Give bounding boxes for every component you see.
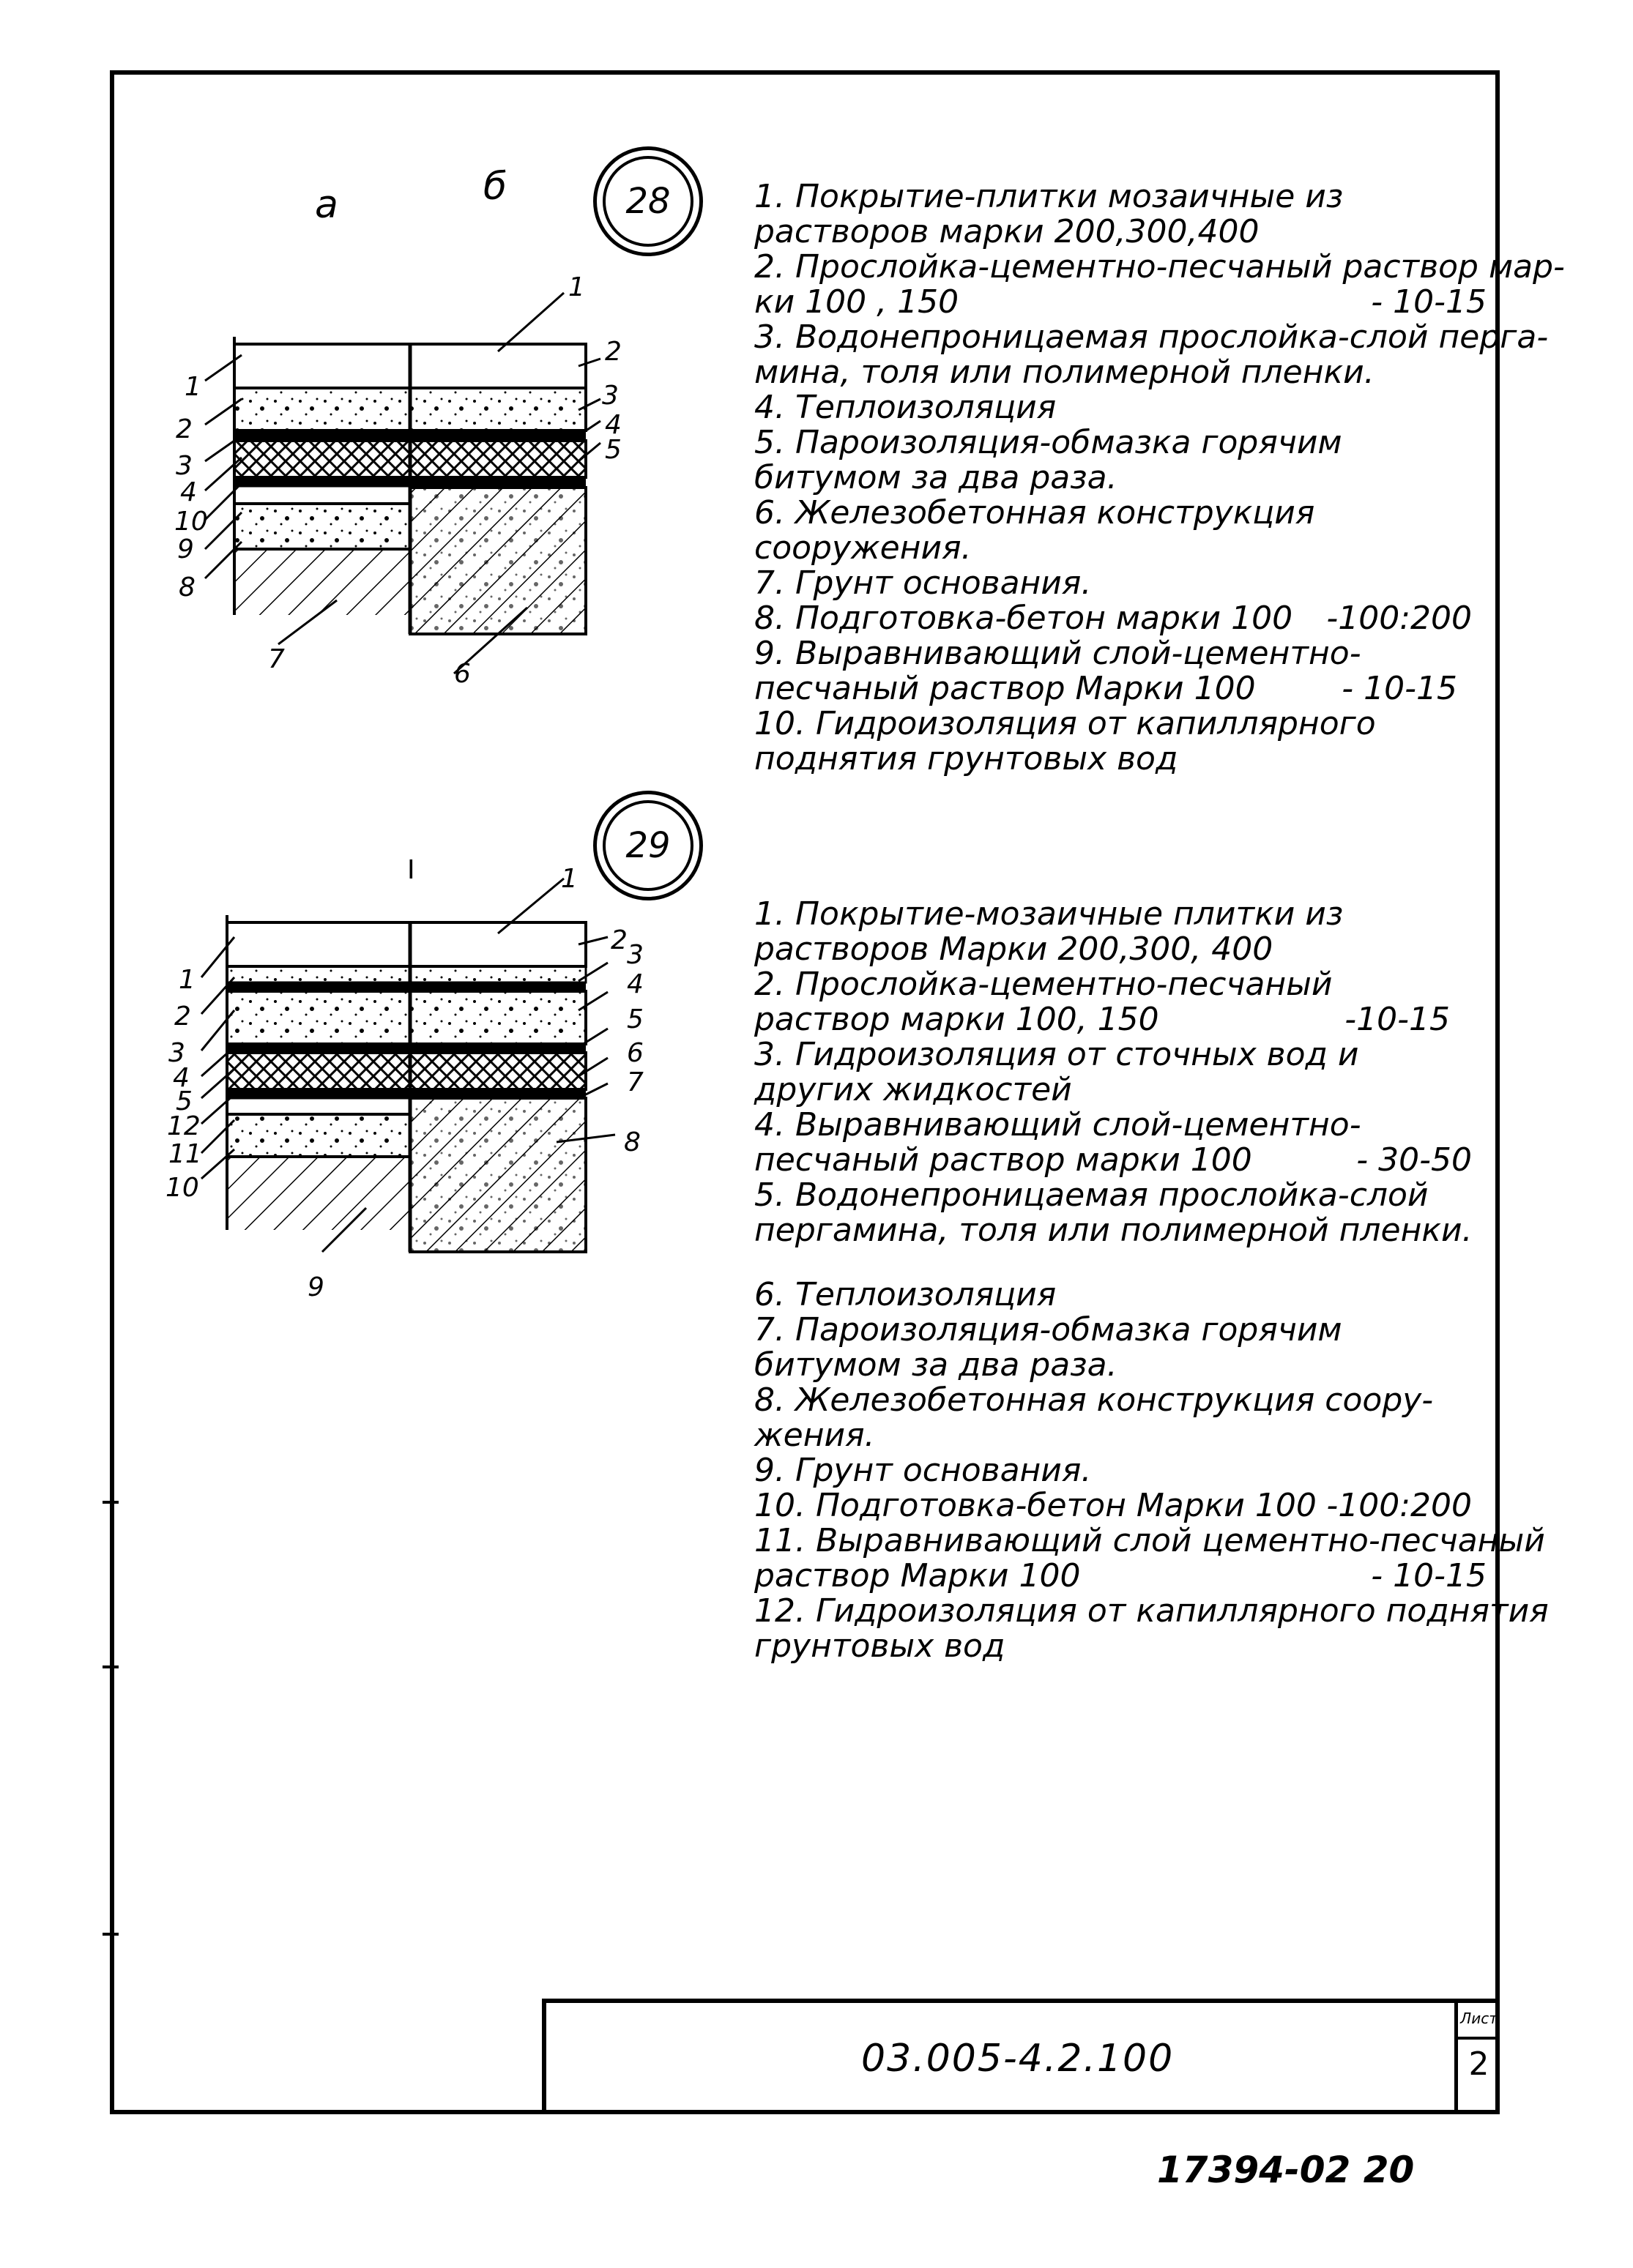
note-line: 10. Подготовка-бетон Марки 100 -100:200 [754, 1487, 1472, 1524]
note-line: 1. Покрытие-плитки мозаичные из [754, 178, 1344, 215]
detail-28-notes [754, 178, 1565, 777]
note-value: -10-15 [1344, 1001, 1450, 1038]
callout-label: 7 [627, 1067, 644, 1097]
note-line: 7. Пароизоляция-обмазка горячим [754, 1311, 1342, 1349]
note-line: 4. Выравнивающий слой-цементно- [754, 1106, 1361, 1144]
note-line: 8. Подготовка-бетон марки 100 -100:200 [754, 600, 1472, 637]
callout-label: 2 [176, 414, 193, 444]
note-value: - 30-50 [1356, 1141, 1472, 1179]
note-line: грунтовых вод [754, 1627, 1005, 1665]
note-line: 3. Гидроизоляция от сточных вод и [754, 1036, 1359, 1073]
note-line: 9. Грунт основания. [754, 1452, 1092, 1489]
note-line: пергамина, толя или полимерной пленки. [754, 1212, 1473, 1249]
callout-label: 9 [308, 1272, 324, 1302]
callout-label: 4 [605, 410, 622, 440]
callout-label: 5 [176, 1086, 193, 1116]
detail-number-circle [593, 146, 703, 256]
callout-label: 3 [176, 451, 193, 481]
note-value: -100:200 [1326, 600, 1472, 637]
column-header-a: а [315, 183, 338, 227]
document-code: 03.005-4.2.100 [861, 2037, 1175, 2081]
note-line: 7. Грунт основания. [754, 564, 1092, 602]
callout-label: 4 [173, 1063, 190, 1093]
detail-29-notes [754, 895, 1549, 1665]
note-line: жения. [754, 1417, 875, 1454]
callout-label: 11 [168, 1139, 202, 1169]
callout-label: 3 [168, 1038, 185, 1068]
callout-label: 8 [624, 1127, 641, 1157]
note-line: 2. Прослойка-цементно-песчаный [754, 966, 1333, 1003]
floor-section-drawing-29 [146, 864, 644, 1303]
callout-label: 7 [268, 644, 285, 674]
callout-label: 1 [568, 272, 585, 302]
detail-number: 28 [625, 181, 671, 222]
callout-label: 2 [174, 1001, 191, 1032]
note-line: поднятия грунтовых вод [754, 740, 1178, 777]
note-line: 6. Железобетонная конструкция [754, 494, 1315, 531]
callout-label: 10 [165, 1173, 199, 1203]
archive-number: 17394-02 20 [1157, 2149, 1415, 2191]
note-line: битумом за два раза. [754, 459, 1117, 496]
callout-label: 1 [185, 372, 201, 402]
column-header-b: б [483, 165, 507, 209]
note-line: ки 100 , 150 - 10-15 [754, 283, 1487, 321]
note-line: раствор Марки 100 - 10-15 [754, 1557, 1487, 1594]
margin-tick [103, 1933, 119, 1936]
note-line: 5. Пароизоляция-обмазка горячим [754, 424, 1342, 461]
section-mark: I [407, 855, 415, 885]
floor-section-drawing-28 [146, 264, 644, 703]
callout-label: 2 [605, 337, 622, 367]
callout-label: 1 [561, 864, 578, 894]
note-line: 8. Железобетонная конструкция соору- [754, 1381, 1434, 1419]
note-line: песчаный раствор марки 100 - 30-50 [754, 1141, 1472, 1179]
note-line: растворов Марки 200,300, 400 [754, 930, 1273, 968]
note-value: - 10-15 [1371, 1557, 1487, 1594]
note-line: растворов марки 200,300,400 [754, 213, 1260, 250]
callout-label: 4 [180, 477, 197, 507]
note-line: 9. Выравнивающий слой-цементно- [754, 635, 1361, 672]
callout-label: 3 [627, 940, 644, 970]
note-value: - 10-15 [1371, 283, 1487, 321]
note-line: 10. Гидроизоляция от капиллярного [754, 705, 1376, 742]
sheet-number: 2 [1468, 2045, 1489, 2083]
callout-label: 4 [627, 969, 644, 999]
detail-number: 29 [625, 825, 671, 866]
sheet-label: Лист [1458, 2000, 1500, 2040]
callout-label: 10 [174, 507, 208, 537]
note-line: 11. Выравнивающий слой цементно-песчаный [754, 1522, 1545, 1559]
note-line: 2. Прослойка-цементно-песчаный раствор мар- [754, 248, 1565, 286]
note-line: сооружения. [754, 529, 972, 567]
note-line: других жидкостей [754, 1071, 1072, 1108]
note-line: 12. Гидроизоляция от капиллярного поднятия [754, 1592, 1549, 1630]
title-block [542, 2000, 1500, 2114]
margin-tick [103, 1501, 119, 1504]
note-line: битумом за два раза. [754, 1346, 1117, 1384]
callout-label: 9 [177, 534, 194, 564]
note-line: мина, толя или полимерной пленки. [754, 354, 1375, 391]
sheet-cell [1454, 2000, 1500, 2114]
callout-label: 3 [602, 381, 619, 411]
note-line: 5. Водонепроницаемая прослойка-слой [754, 1176, 1429, 1214]
callout-label: 8 [179, 572, 196, 603]
callout-label: 12 [167, 1111, 201, 1141]
callout-label: 6 [454, 659, 471, 689]
note-line: раствор марки 100, 150 -10-15 [754, 1001, 1450, 1038]
note-line: 3. Водонепроницаемая прослойка-слой перга- [754, 318, 1549, 356]
note-line: 6. Теплоизоляция [754, 1276, 1057, 1313]
note-line: песчаный раствор Марки 100 - 10-15 [754, 670, 1457, 707]
note-value: -100:200 [1326, 1487, 1472, 1524]
note-line: 1. Покрытие-мозаичные плитки из [754, 895, 1344, 933]
callout-label: 6 [627, 1038, 644, 1068]
margin-tick [103, 1665, 119, 1668]
note-value: - 10-15 [1342, 670, 1457, 707]
callout-label: 1 [179, 965, 196, 995]
note-line: 4. Теплоизоляция [754, 389, 1057, 426]
callout-label: 5 [627, 1004, 644, 1034]
callout-label: 5 [605, 435, 622, 465]
callout-label: 2 [611, 925, 628, 955]
